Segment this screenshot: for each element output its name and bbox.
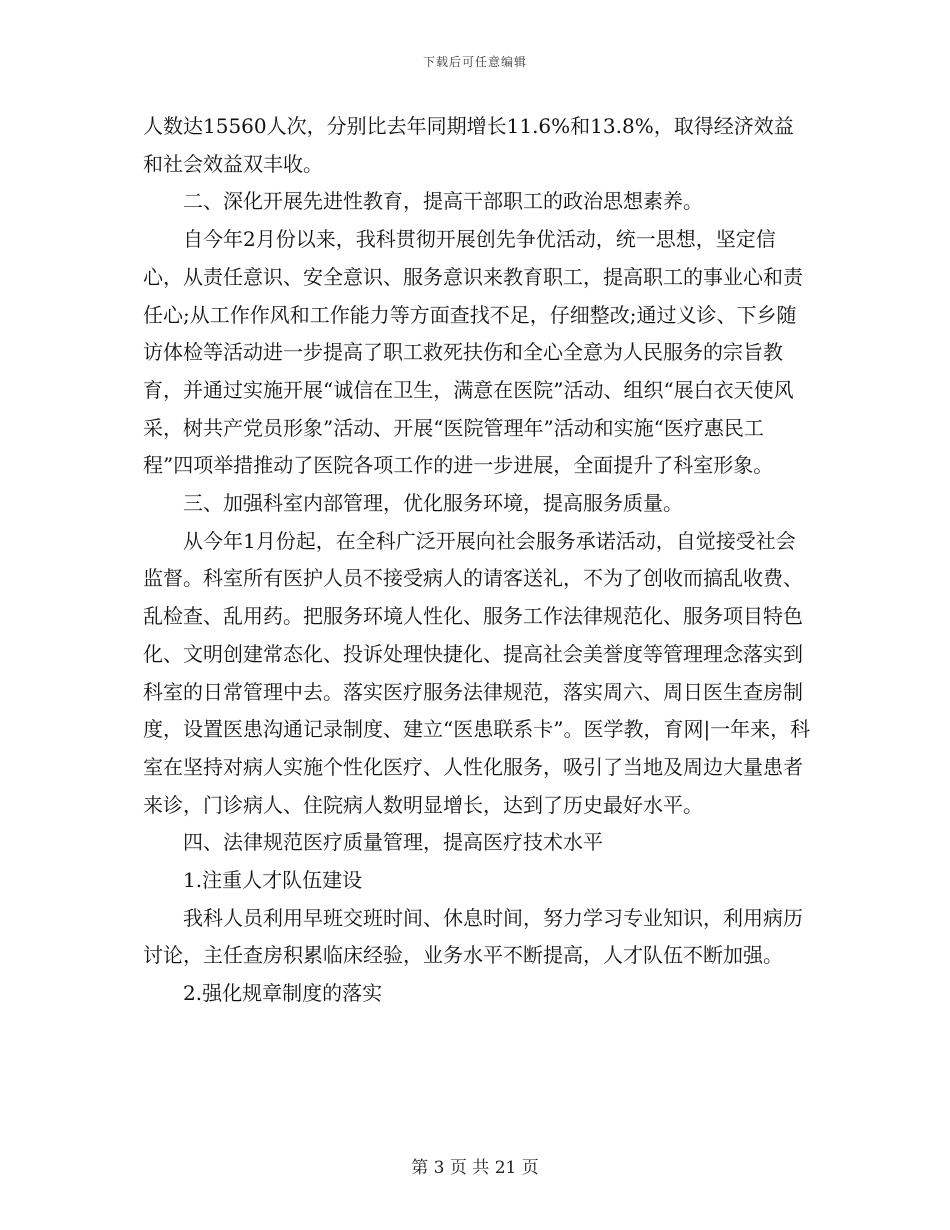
page-footer [0, 1153, 950, 1178]
section-heading-4: 四、法律规范医疗质量管理，提高医疗技术水平 [183, 830, 603, 855]
subheading-1: 1.注重人才队伍建设 [183, 868, 363, 893]
document-body [143, 108, 813, 1013]
section-heading-2: 二、深化开展先进性教育，提高干部职工的政治思想素养。 [183, 189, 703, 214]
page-number: 第 3 页 共 21 页 [411, 1158, 539, 1178]
paragraph-3: 自今年2月份以来，我科贯彻开展创先争优活动，统一思想，坚定信心，从责任意识、安全意识、服务意识来教育职工，提高职工的事业心和责任心;从工作作风和工作能力等方面查找不足，仔细整改;通过义诊、下乡随访体检等活动进一步提高了职工救死扶伤和全心全意为人民服务的宗旨教育，并通过实施开展“诚信在卫生，满意在医院”活动、组织“展白衣天使风采，树共产党员形象”活动、开展“医院管理年”活动和实施“医疗惠民工程”四项举措推动了医院各项工作的进一步进展，全面提升了科室形象。 [143, 227, 803, 478]
page-header: 下载后可任意编辑 [422, 55, 527, 69]
subheading-2: 2.强化规章制度的落实 [183, 981, 383, 1006]
paragraph-5: 从今年1月份起，在全科广泛开展向社会服务承诺活动，自觉接受社会监督。科室所有医护人员不接受病人的请客送礼，不为了创收而搞乱收费、乱检查、乱用药。把服务环境人性化、服务工作法律规范化、服务项目特色化、文明创建常态化、投诉处理快捷化、提高社会美誉度等管理理念落实到科室的日常管理中去。落实医疗服务法律规范，落实周六、周日医生查房制度，设置医患沟通记录制度、建立“医患联系卡”。医学教，育网|一年来，科室在坚持对病人实施个性化医疗、人性化服务，吸引了当地及周边大量患者来诊，门诊病人、住院病人数明显增长，达到了历史最好水平。 [143, 528, 811, 817]
section-heading-3: 三、加强科室内部管理，优化服务环境，提高服务质量。 [183, 491, 683, 516]
paragraph-8: 我科人员利用早班交班时间、休息时间，努力学习专业知识，利用病历讨论，主任查房积累临床经验，业务水平不断提高，人才队伍不断加强。 [143, 905, 803, 968]
paragraph-1: 人数达15560人次，分别比去年同期增长11.6%和13.8%，取得经济效益和社会效益双丰收。 [143, 114, 794, 176]
